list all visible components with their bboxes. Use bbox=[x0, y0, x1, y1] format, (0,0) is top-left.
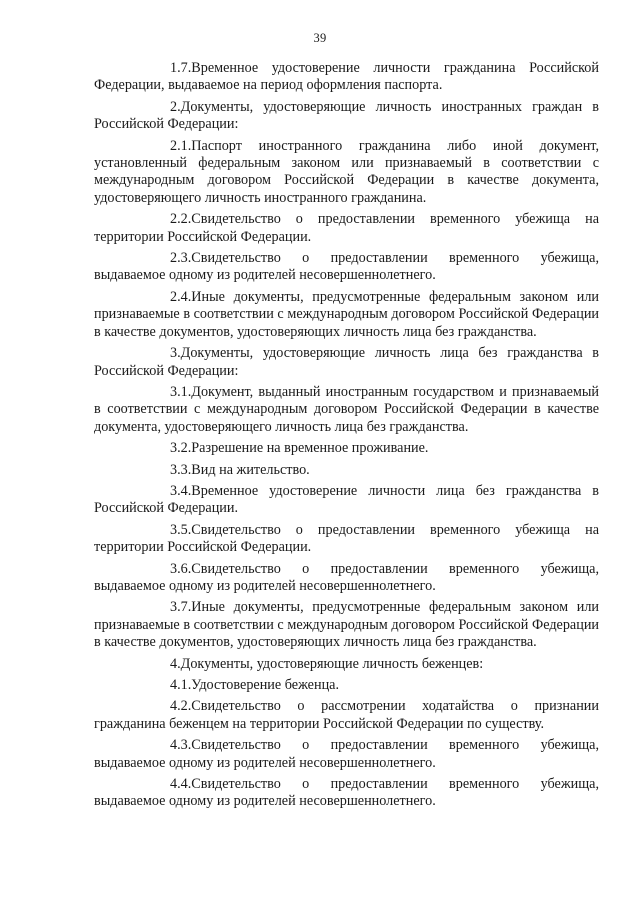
list-item-3 bbox=[94, 345, 599, 380]
item-number: 3.6. bbox=[170, 560, 192, 577]
list-item-3-2 bbox=[94, 440, 599, 457]
item-number: 2.1. bbox=[170, 137, 192, 154]
item-text: Документы, удостоверяющие личность лица без гражданства в Российской Федерации: bbox=[94, 345, 599, 379]
list-item-4-2 bbox=[94, 698, 599, 733]
item-text: Удостоверение беженца. bbox=[191, 677, 340, 693]
item-text: Свидетельство о предоставлении временного убежища, выдаваемое одному из родителей несовершеннолетнего. bbox=[94, 250, 599, 284]
item-text: Документы, удостоверяющие личность беженцев: bbox=[180, 655, 484, 672]
list-item-3-1 bbox=[94, 384, 599, 436]
list-item-2-4 bbox=[94, 289, 599, 341]
list-item-1-7 bbox=[94, 60, 599, 95]
item-text: Свидетельство о предоставлении временного убежища, выдаваемое одному из родителей несовершеннолетнего. bbox=[94, 737, 599, 771]
page-number: 39 bbox=[313, 31, 327, 45]
item-number: 3. bbox=[170, 345, 181, 362]
list-item-4 bbox=[94, 656, 599, 673]
item-text: Документ, выданный иностранным государством и признаваемый в соответствии с международным договором Российской Федерации в качестве документа, удостоверяющего личность лица без гражданства. bbox=[94, 383, 599, 435]
list-item-3-7 bbox=[94, 599, 599, 651]
item-text: Документы, удостоверяющие личность иностранных граждан в Российской Федерации: bbox=[94, 98, 599, 133]
item-number: 2. bbox=[170, 98, 181, 115]
item-number: 4. bbox=[170, 655, 181, 672]
item-number: 2.3. bbox=[170, 250, 192, 267]
item-number: 3.3. bbox=[170, 461, 192, 478]
list-item-3-3 bbox=[94, 462, 599, 479]
item-number: 1.7. bbox=[170, 60, 192, 76]
item-number: 2.4. bbox=[170, 288, 192, 305]
list-item-4-3 bbox=[94, 737, 599, 772]
item-text: Свидетельство о предоставлении временного убежища, выдаваемое одному из родителей несовершеннолетнего. bbox=[94, 560, 599, 594]
list-item-2-1 bbox=[94, 138, 599, 208]
list-item-3-6 bbox=[94, 561, 599, 596]
item-number: 3.4. bbox=[170, 482, 192, 499]
item-number: 4.2. bbox=[170, 698, 192, 715]
item-number: 3.1. bbox=[170, 383, 192, 400]
item-number: 3.5. bbox=[170, 521, 192, 538]
list-item-3-4 bbox=[94, 483, 599, 518]
item-text: Иные документы, предусмотренные федеральным законом или признаваемые в соответствии с международным договором Российской Федерации в качестве документов, удостоверяющих личность лица без гражданства. bbox=[94, 288, 599, 340]
list-item-2-3 bbox=[94, 250, 599, 285]
list-item-2-2 bbox=[94, 211, 599, 246]
item-text: Свидетельство о рассмотрении ходатайства о признании гражданина беженцем на территории Российской Федерации по существу. bbox=[94, 698, 599, 732]
item-number: 4.3. bbox=[170, 737, 192, 754]
item-number: 4.1. bbox=[170, 677, 192, 693]
item-number: 4.4. bbox=[170, 776, 192, 793]
list-item-4-1 bbox=[94, 677, 599, 694]
item-number: 3.7. bbox=[170, 599, 192, 616]
item-text: Свидетельство о предоставлении временного убежища на территории Российской Федерации. bbox=[94, 211, 599, 245]
list-item-4-4 bbox=[94, 776, 599, 811]
item-text: Свидетельство о предоставлении временного убежища, выдаваемое одному из родителей несовершеннолетнего. bbox=[94, 776, 599, 810]
item-text: Паспорт иностранного гражданина либо иной документ, установленный федеральным законом или признаваемый в соответствии с международным договором Российской Федерации в качестве документа, удостоверяющего личность иностранного гражданина. bbox=[94, 137, 599, 206]
item-text: Временное удостоверение личности лица без гражданства в Российской Федерации. bbox=[94, 482, 599, 517]
document-body bbox=[94, 60, 599, 815]
item-text: Вид на жительство. bbox=[191, 461, 310, 478]
item-text: Временное удостоверение личности гражданина Российской Федерации, выдаваемое на период оформления паспорта. bbox=[94, 60, 599, 94]
item-text: Свидетельство о предоставлении временного убежища на территории Российской Федерации. bbox=[94, 521, 599, 556]
list-item-3-5 bbox=[94, 522, 599, 557]
list-item-2 bbox=[94, 99, 599, 134]
item-text: Разрешение на временное проживание. bbox=[191, 440, 429, 457]
item-number: 3.2. bbox=[170, 440, 192, 457]
item-number: 2.2. bbox=[170, 211, 192, 228]
item-text: Иные документы, предусмотренные федеральным законом или признаваемые в соответствии с международным договором Российской Федерации в качестве документов, удостоверяющих личность лица без гражданства. bbox=[94, 599, 599, 651]
